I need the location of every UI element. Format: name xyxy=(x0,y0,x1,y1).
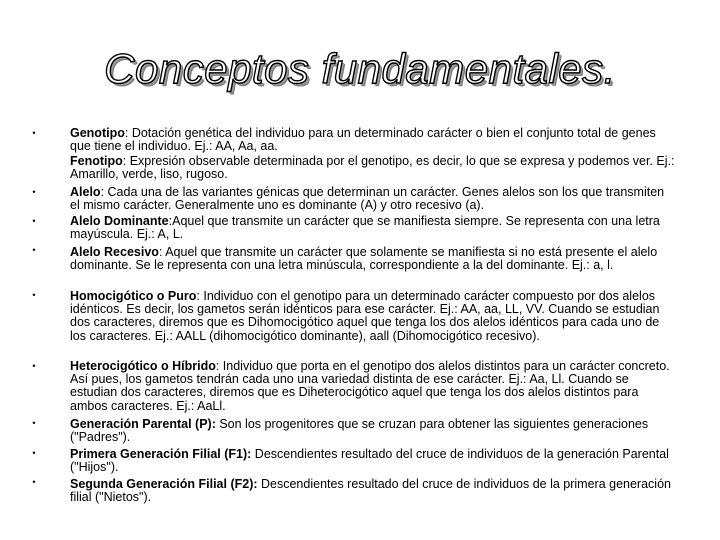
concept-heterocigotico xyxy=(70,360,676,413)
concept-definition: Individuo con el genotipo para un determinado carácter compuesto por dos alelos idénticos. Es decir, los gametos serán idénticos para ese carácter. Ej.: AA, aa, LL, VV. Cuando se estudian dos caracteres, diremos que es Dihomocigótico aquel que tenga los dos alelos idénticos para cada uno de los caracteres. Ej.: AALL (dihomocigótico dominante), aall (Dihomocigótico recesivo). xyxy=(70,289,660,343)
concept-definition: Descendientes resultado del cruce de individuos de la primera generación filial ("Nietos"). xyxy=(70,477,671,505)
concept-sep: : xyxy=(215,359,220,373)
concept-alelo-dominante xyxy=(70,215,676,241)
concept-generacion-parental xyxy=(70,418,676,444)
concept-definition: Descendientes resultado del cruce de individuos de la generación Parental ("Hijos"). xyxy=(70,447,669,475)
bullet-marker: • xyxy=(32,245,36,255)
concept-f1 xyxy=(70,448,676,474)
concept-sep: : xyxy=(168,214,173,228)
concept-term: Heterocigótico o Híbrido xyxy=(70,359,216,373)
concept-f2 xyxy=(70,478,676,504)
bullet-marker: • xyxy=(32,216,36,226)
concept-definition: Dotación genética del individuo para un determinado carácter o bien el conjunto total de genes que tiene el individuo. Ej.: AA, Aa, aa. xyxy=(70,126,656,154)
bullet-marker: • xyxy=(32,128,36,138)
concept-sep: : xyxy=(196,289,200,303)
bullet-marker: • xyxy=(32,290,36,300)
concept-term: Alelo xyxy=(70,185,101,199)
concept-term: Homocigótico o Puro xyxy=(70,289,197,303)
concept-definition: Aquel que transmite un carácter que solamente se manifiesta si no está presente el alelo dominante. Se le representa con una letra minúscula, correspondiente a la del dominante. Ej.: a, l. xyxy=(70,245,658,273)
concept-term: Generación Parental (P): xyxy=(70,417,216,431)
concept-definition: Aquel que transmite un carácter que se manifiesta siempre. Se representa con una letra mayúscula. Ej.: A, L. xyxy=(70,214,660,242)
slide-title: Conceptos fundamentales. xyxy=(104,45,616,92)
concept-term: Fenotipo xyxy=(70,154,123,168)
concept-alelo xyxy=(70,186,676,212)
bullet-marker: • xyxy=(32,477,36,487)
bullet-marker: • xyxy=(32,448,36,458)
concept-definition: Cada una de las variantes génicas que determinan un carácter. Genes alelos son los que transmiten el mismo carácter. Generalmente uno es dominante (A) y otro recesivo (a). xyxy=(70,185,665,213)
concept-sep: : xyxy=(124,126,129,140)
concept-sep: : xyxy=(122,154,127,168)
concept-term: Genotipo xyxy=(70,126,125,140)
concept-term: Alelo Recesivo xyxy=(70,245,159,259)
concept-term: Segunda Generación Filial (F2): xyxy=(70,477,258,491)
concept-fenotipo xyxy=(70,155,676,181)
bullet-marker: • xyxy=(32,361,36,371)
concept-definition: Expresión observable determinada por el genotipo, es decir, lo que se expresa y podemos ver. Ej.: Amarillo, verde, liso, rugoso. xyxy=(70,154,675,182)
bullet-marker: • xyxy=(32,187,36,197)
concept-definition: Individuo que porta en el genotipo dos alelos distintos para un carácter concreto. Así pues, los gametos tendrán cada uno una variedad distinta de ese carácter. Ej.: Aa, Ll. Cuando se estudian dos caracteres, diremos que es Diheterocigótico aquel que tenga los dos alelos distintos para ambos caracteres. Ej.: AaLl. xyxy=(70,359,670,413)
concept-term: Alelo Dominante xyxy=(70,214,169,228)
concept-sep: : xyxy=(100,185,105,199)
concept-definition: Son los progenitores que se cruzan para obtener las siguientes generaciones ("Padres"). xyxy=(70,417,649,445)
concept-sep: : xyxy=(158,245,163,259)
bullet-marker: • xyxy=(32,418,36,428)
concept-term: Primera Generación Filial (F1): xyxy=(70,447,252,461)
concept-alelo-recesivo xyxy=(70,246,676,272)
concept-genotipo xyxy=(70,127,676,153)
concept-homocigotico xyxy=(70,290,676,343)
